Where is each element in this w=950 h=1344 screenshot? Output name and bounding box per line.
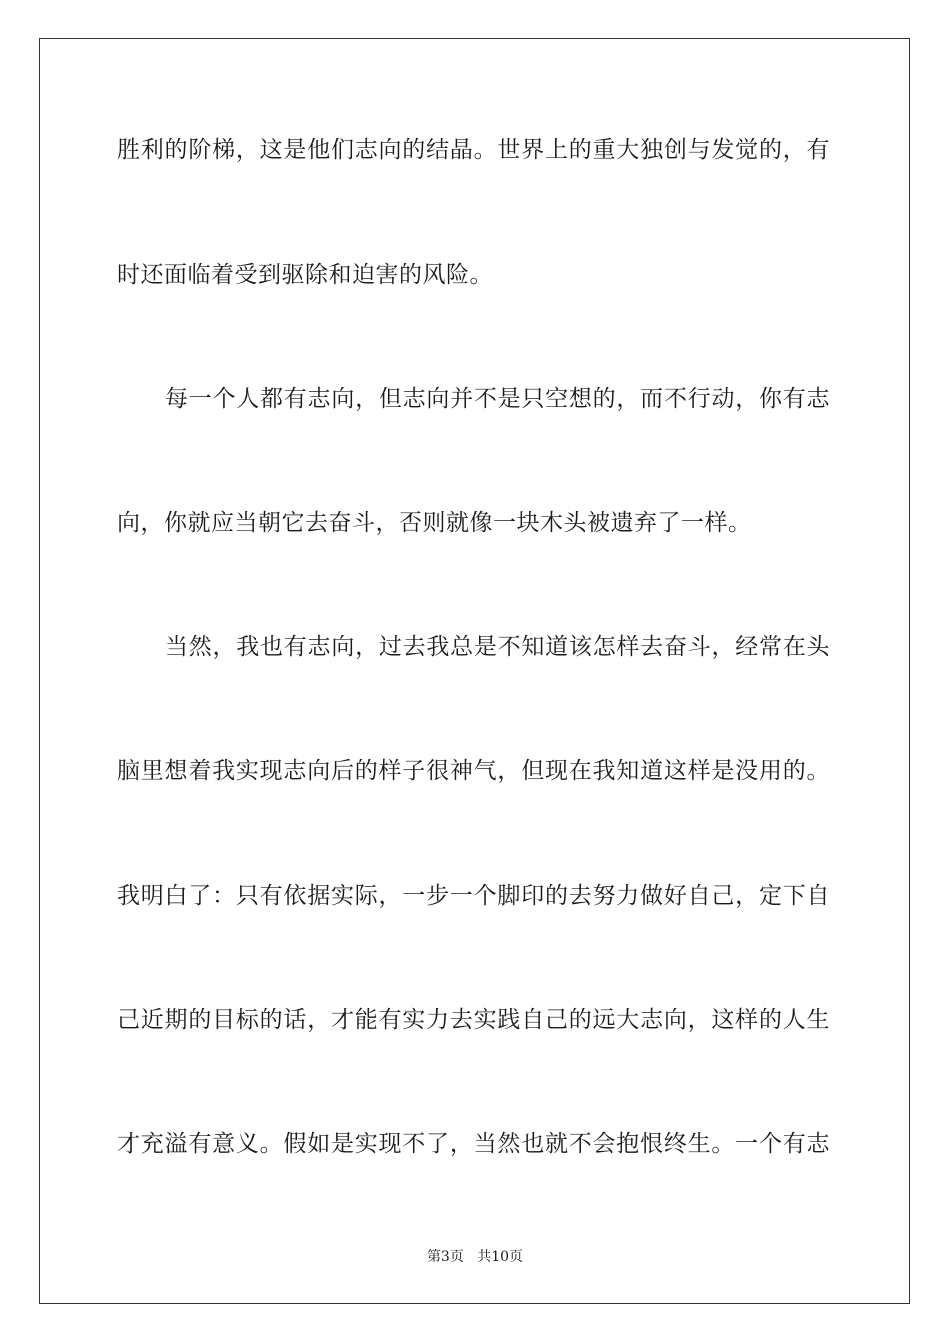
paragraph-line: 胜利的阶梯，这是他们志向的结晶。世界上的重大独创与发觉的，有 bbox=[117, 137, 830, 163]
page-number: 第3页 bbox=[426, 1249, 464, 1265]
paragraph-line: 我明白了：只有依据实际，一步一个脚印的去努力做好自己，定下自 bbox=[117, 883, 830, 909]
paragraph-line: 己近期的目标的话，才能有实力去实践自己的远大志向，这样的人生 bbox=[117, 1007, 830, 1033]
page-border bbox=[39, 38, 910, 1304]
paragraph-line: 时还面临着受到驱除和迫害的风险。 bbox=[117, 262, 493, 288]
paragraph-line: 脑里想着我实现志向后的样子很神气，但现在我知道这样是没用的。 bbox=[117, 758, 830, 784]
paragraph-line: 才充溢有意义。假如是实现不了，当然也就不会抱恨终生。一个有志 bbox=[117, 1131, 830, 1157]
paragraph-line: 向，你就应当朝它去奋斗，否则就像一块木头被遗弃了一样。 bbox=[117, 510, 752, 536]
page-total: 共10页 bbox=[477, 1249, 524, 1265]
page-footer bbox=[0, 1248, 950, 1266]
paragraph-line: 每一个人都有志向，但志向并不是只空想的，而不行动，你有志 bbox=[165, 386, 830, 412]
paragraph-line: 当然，我也有志向，过去我总是不知道该怎样去奋斗，经常在头 bbox=[165, 634, 830, 660]
